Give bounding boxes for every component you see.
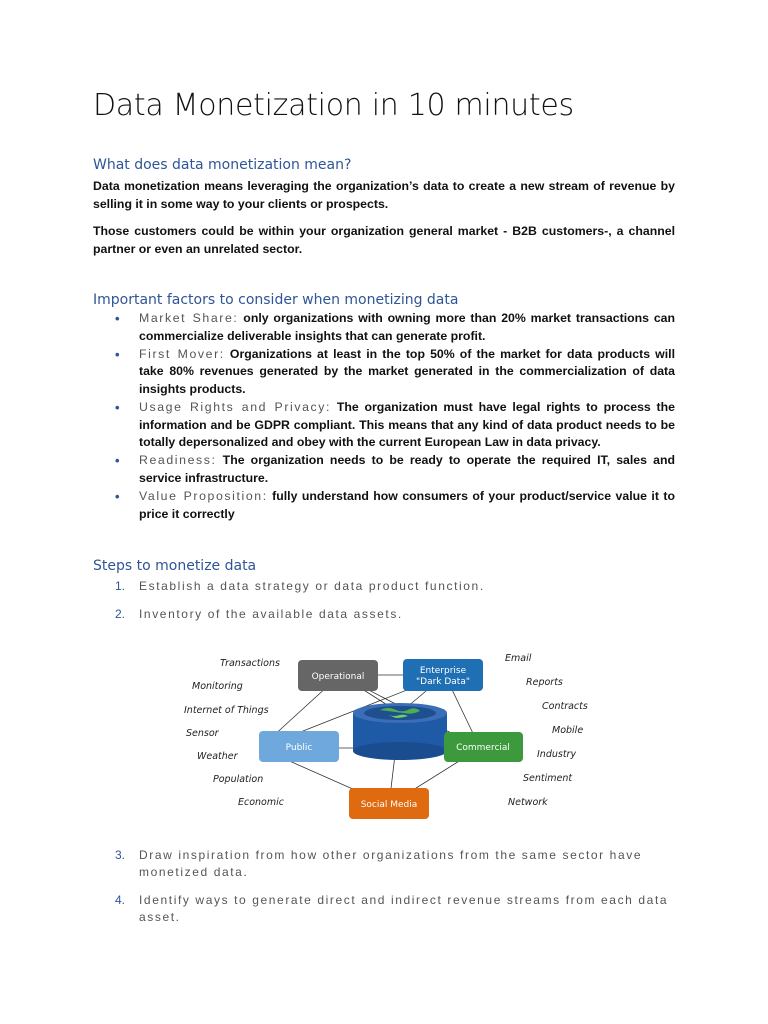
- bullet-icon: •: [115, 399, 120, 415]
- public-box: [259, 731, 339, 762]
- label-mobile: Mobile: [552, 725, 584, 736]
- label-iot: Internet of Things: [184, 705, 269, 716]
- list-item: [93, 847, 675, 881]
- factors-list: [93, 310, 675, 524]
- list-item: [93, 488, 675, 523]
- factor-text: The organization needs to be ready to operate the required IT, sales and service infrastructure.: [139, 453, 675, 485]
- data-assets-diagram: [180, 645, 620, 825]
- label-email: Email: [505, 653, 532, 664]
- label-population: Population: [213, 774, 264, 785]
- step-number: 3.: [115, 848, 126, 862]
- bullet-icon: •: [115, 311, 120, 326]
- paragraph-definition: Data monetization means leveraging the organization’s data to create a new stream of revenue by selling it in some way to your clients or prospects.: [93, 179, 675, 211]
- bullet-icon: •: [115, 346, 120, 362]
- operational-box: [298, 660, 378, 691]
- label-monitoring: Monitoring: [192, 681, 243, 692]
- public-label: Public: [285, 743, 313, 753]
- factor-text: fully understand how consumers of your product/service value it to price it correctly: [139, 488, 675, 521]
- factor-term: Value Proposition:: [139, 488, 268, 503]
- label-industry: Industry: [537, 749, 577, 760]
- label-contracts: Contracts: [542, 701, 588, 712]
- factor-term: First Mover:: [139, 346, 225, 361]
- list-item: [93, 606, 675, 623]
- label-weather: Weather: [197, 751, 238, 762]
- step-text: Draw inspiration from how other organizations from the same sector have monetized data.: [139, 848, 643, 879]
- step-number: 4.: [115, 893, 126, 907]
- label-economic: Economic: [238, 797, 284, 808]
- operational-label: Operational: [311, 672, 365, 682]
- factor-text: Organizations at least in the top 50% of the market for data products will take 80% revenues generated by the market generated in the commercialization of data insights products.: [139, 346, 675, 396]
- list-item: [93, 452, 675, 487]
- factor-term: Readiness:: [139, 453, 217, 468]
- bullet-icon: •: [115, 488, 120, 504]
- page-title: Data Monetization in 10 minutes: [93, 88, 574, 123]
- enterprise-label-line2: "Dark Data": [416, 677, 470, 687]
- label-network: Network: [508, 797, 548, 808]
- steps-list-a: [93, 578, 675, 623]
- section-heading-steps: Steps to monetize data: [93, 558, 257, 574]
- label-transactions: Transactions: [220, 658, 280, 669]
- factor-term: Market Share:: [139, 311, 239, 325]
- social-media-label: Social Media: [360, 800, 418, 810]
- factor-text: The organization must have legal rights to process the information and be GDPR compliant. This means that any kind of data product needs to be totally depersonalized and obey with the current European Law in data privacy.: [139, 399, 675, 450]
- paragraph-customers: Those customers could be within your organization general market - B2B customers-, a channel partner or even an unrelated sector.: [93, 224, 675, 256]
- step-number: 1.: [115, 579, 126, 593]
- list-item: [93, 310, 675, 345]
- step-text: Identify ways to generate direct and indirect revenue streams from each data asset.: [139, 893, 669, 924]
- social-media-box: [349, 788, 429, 819]
- list-item: [93, 578, 675, 595]
- step-text: Inventory of the available data assets.: [139, 607, 403, 621]
- database-icon: [353, 703, 447, 760]
- list-item: [93, 346, 675, 399]
- factor-text: only organizations with owning more than 20% market transactions can commercialize deliverable insights that can generate profit.: [139, 311, 676, 343]
- step-text: Establish a data strategy or data product function.: [139, 579, 485, 593]
- label-sensor: Sensor: [186, 728, 219, 739]
- step-number: 2.: [115, 607, 126, 621]
- label-sentiment: Sentiment: [523, 773, 573, 784]
- steps-list-b: [93, 847, 675, 926]
- label-reports: Reports: [526, 677, 563, 688]
- bullet-icon: •: [115, 453, 120, 469]
- enterprise-label-line1: Enterprise: [419, 666, 467, 676]
- list-item: [93, 399, 675, 452]
- enterprise-box: [403, 659, 483, 691]
- factor-term: Usage Rights and Privacy:: [139, 399, 332, 414]
- commercial-label: Commercial: [456, 743, 510, 753]
- section-heading-factors: Important factors to consider when monetizing data: [93, 292, 459, 308]
- section-heading-meaning: What does data monetization mean?: [93, 157, 352, 173]
- commercial-box: [444, 732, 523, 762]
- list-item: [93, 892, 675, 926]
